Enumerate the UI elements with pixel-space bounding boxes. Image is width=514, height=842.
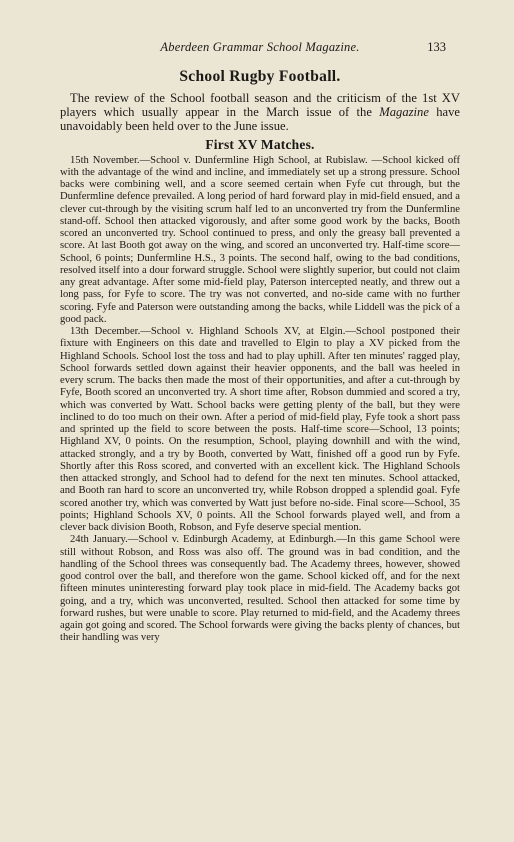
magazine-title-italic: Magazine bbox=[379, 105, 429, 120]
match-report-edinburgh-academy: 24th January.—School v. Edinburgh Academy, at Edinburgh.—In this game School were still without Robson, and Ross was also off. The ground was in bad condition, and the handling of the School threes was consequently bad. The Academy threes, however, showed good control over the ball, and therefore won the game. School kicked off, and for the next fifteen minutes uninteresting forward play took place in mid-field. The Academy backs got going, and a try, which was unconverted, resulted. School then attacked for some time by forward rushes, but were unable to score. Play returned to mid-field, and the Academy threes again got going and scored. The School forwards were giving the backs plenty of chances, but their handling was very bbox=[60, 534, 460, 644]
intro-text-end: have unavoidably been held over to the June issue. bbox=[60, 105, 460, 134]
running-head bbox=[60, 40, 460, 56]
article-title: School Rugby Football. bbox=[179, 68, 341, 85]
intro-text-start: The review of the School football season and the criticism of the 1st XV players which usually appear in the March issue of the bbox=[60, 91, 460, 120]
match-report-dunfermline: 15th November.—School v. Dunfermline High School, at Rubislaw. —School kicked off with the advantage of the wind and incline, and immediately set up a strong pressure. School backs were combining well, and a score seemed certain when Fyfe cut through, but the Dunfermline defence prevailed. A long period of hard forward play in mid-field ensued, and a clever cut-through by the visiting scrum half led to an unconverted try from the Dunfermline stand-off. School then attacked vigorously, and after some good work by the backs, Booth scored an unconverted try. School continued to press, and only the greasy ball prevented a score. At last Booth got away on the wing, and scored an unconverted try. Half-time score—School, 6 points; Dunfermline H.S., 3 points. The second half, owing to the bad conditions, resolved itself into a dour forward struggle. School were slightly superior, but could not claim any great advantage. After some mid-field play, Paterson intercepted neatly, and threw out a long pass, for Fyfe to score. The try was not converted, and no-side came with no further scoring. Fyfe and Paterson were outstanding among the backs, while Liddell was the pick of a good pack. bbox=[60, 154, 460, 325]
page-number: 133 bbox=[427, 40, 446, 54]
match-report-highland-schools: 13th December.—School v. Highland Schools XV, at Elgin.—School postponed their fixture with Engineers on this date and travelled to Elgin to play a XV picked from the Highland Schools. School lost the toss and had to play uphill. After ten minutes' ragged play, School forwards settled down against their heavier opponents, and the ball was heeled in every scrum. The backs then made the most of their opportunities, and after a cut-through by Fyfe, Booth scored an unconverted try. A short time after, Robson dummied and scored a try, which was converted by Watt. School backs were getting plenty of the ball, but they were inclined to do too much on their own. After a period of mid-field play, Fyfe took a short pass and sprinted up the field to score between the posts. Half-time score—School, 13 points; Highland XV, 0 points. On the resumption, School, playing downhill and with the wind, attacked strongly, and a try by Booth, converted by Watt, finished off a good run by Fyfe. Shortly after this Ross scored, and converted with an excellent kick. The Highland Schools then attacked strongly, and School had to defend for the next ten minutes. School attacked, and Booth ran hard to score an unconverted try, while Robson dropped a splendid goal. Fyfe scored another try, which was converted by Watt just before no-side. Final score—School, 35 points; Highland Schools XV, 0 points. All the School forwards played well, and from a clever back division Booth, Robson, and Fyfe deserve special mention. bbox=[60, 326, 460, 534]
intro-paragraph bbox=[60, 91, 460, 134]
section-title: First XV Matches. bbox=[205, 136, 315, 152]
running-title: Aberdeen Grammar School Magazine. bbox=[160, 40, 360, 54]
